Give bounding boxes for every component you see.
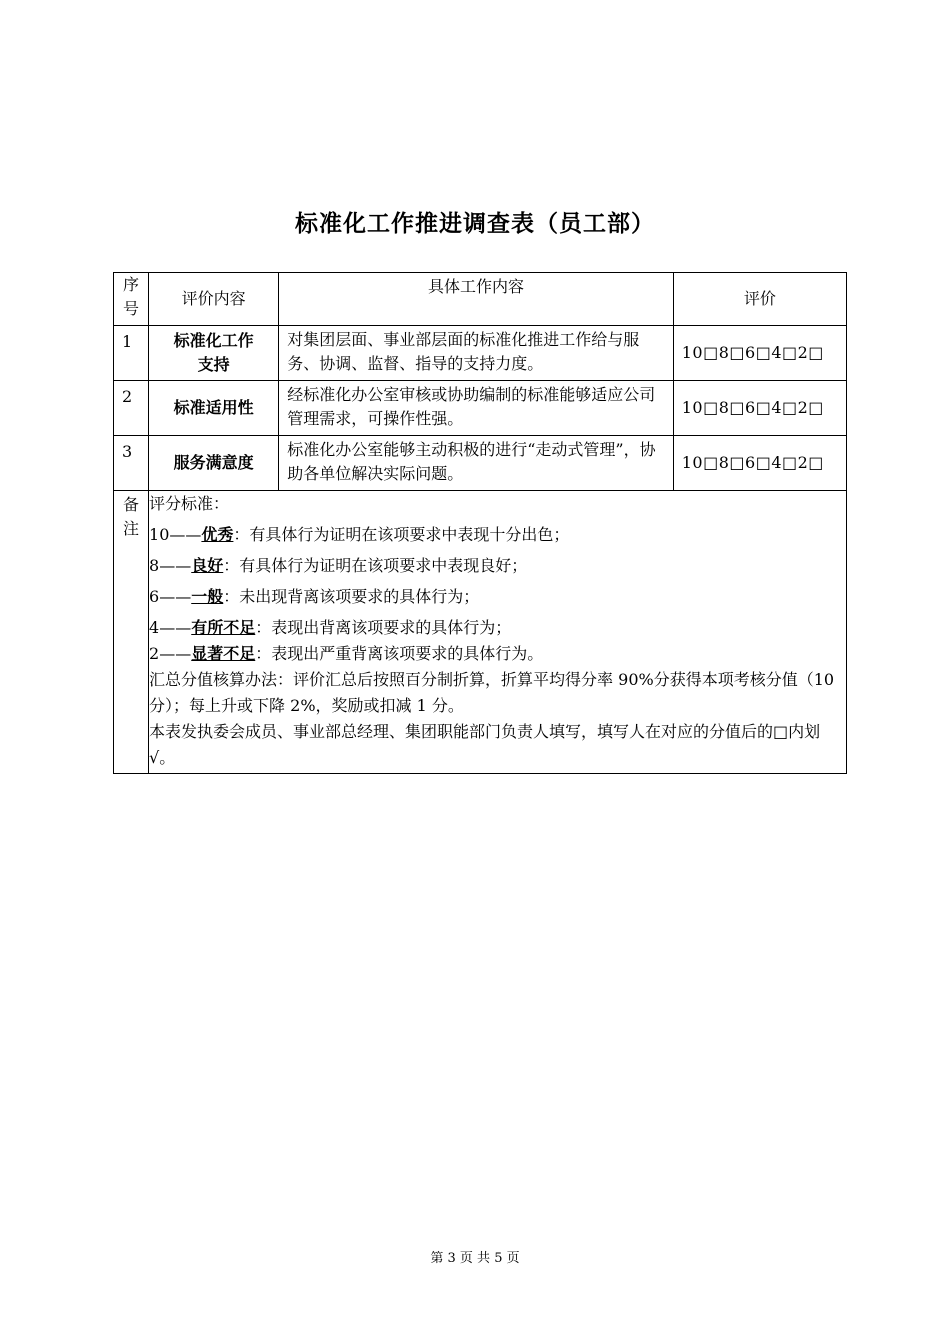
notes-label-line2: 注	[123, 519, 140, 538]
row-score-options[interactable]: 10□8□6□4□2□	[673, 436, 846, 491]
row-detail: 对集团层面、事业部层面的标准化推进工作给与服务、协调、监督、指导的支持力度。	[279, 326, 674, 381]
level-name: 有所不足	[191, 618, 256, 637]
header-detail: 具体工作内容	[279, 273, 674, 326]
row-score-options[interactable]: 10□8□6□4□2□	[673, 381, 846, 436]
row-criterion: 标准适用性	[149, 381, 279, 436]
level-desc: ：有具体行为证明在该项要求中表现十分出色；	[233, 525, 570, 544]
table-row	[114, 326, 847, 381]
header-no-line2: 号	[123, 299, 140, 318]
level-desc: ：表现出严重背离该项要求的具体行为。	[255, 644, 544, 663]
page-title: 标准化工作推进调查表（员工部）	[295, 211, 655, 237]
scoring-level	[149, 615, 846, 641]
level-name: 良好	[191, 556, 224, 575]
row-criterion: 服务满意度	[149, 436, 279, 491]
table-row	[114, 381, 847, 436]
header-no-line1: 序	[123, 275, 140, 294]
level-desc: ：表现出背离该项要求的具体行为；	[255, 618, 512, 637]
notes-instruction: 本表发执委会成员、事业部总经理、集团职能部门负责人填写，填写人在对应的分值后的□内划√。	[149, 722, 821, 767]
notes-content	[149, 491, 847, 774]
level-desc: ：有具体行为证明在该项要求中表现良好；	[223, 556, 528, 575]
level-prefix: 8——	[149, 556, 192, 575]
row-score-options[interactable]: 10□8□6□4□2□	[673, 326, 846, 381]
scoring-level	[149, 522, 846, 548]
page-footer: 第 3 页 共 5 页	[430, 1251, 520, 1266]
notes-heading: 评分标准：	[149, 494, 230, 513]
header-no	[114, 273, 149, 326]
scoring-level	[149, 584, 846, 610]
level-name: 优秀	[201, 525, 234, 544]
row-criterion-line1: 标准化工作	[173, 331, 254, 350]
notes-label	[114, 491, 149, 774]
row-detail: 经标准化办公室审核或协助编制的标准能够适应公司管理需求，可操作性强。	[279, 381, 674, 436]
row-criterion-line2: 支持	[197, 355, 230, 374]
level-name: 一般	[191, 587, 224, 606]
level-desc: ：未出现背离该项要求的具体行为；	[223, 587, 480, 606]
row-detail: 标准化办公室能够主动积极的进行“走动式管理”，协助各单位解决实际问题。	[279, 436, 674, 491]
row-number: 1	[114, 326, 149, 381]
row-number: 3	[114, 436, 149, 491]
scoring-level	[149, 553, 846, 579]
level-prefix: 6——	[149, 587, 192, 606]
notes-summary: 汇总分值核算办法：评价汇总后按照百分制折算，折算平均得分率 90%分获得本项考核分值（10 分）；每上升或下降 2%，奖励或扣减 1 分。	[149, 670, 835, 715]
row-criterion	[149, 326, 279, 381]
level-prefix: 2——	[149, 644, 192, 663]
survey-table	[113, 272, 847, 774]
level-prefix: 4——	[149, 618, 192, 637]
table-row	[114, 436, 847, 491]
header-criterion: 评价内容	[149, 273, 279, 326]
scoring-level	[149, 641, 846, 667]
level-name: 显著不足	[191, 644, 256, 663]
header-score: 评价	[673, 273, 846, 326]
level-prefix: 10——	[149, 525, 202, 544]
table-header-row	[114, 273, 847, 326]
notes-row	[114, 491, 847, 774]
notes-label-line1: 备	[123, 495, 140, 514]
row-number: 2	[114, 381, 149, 436]
